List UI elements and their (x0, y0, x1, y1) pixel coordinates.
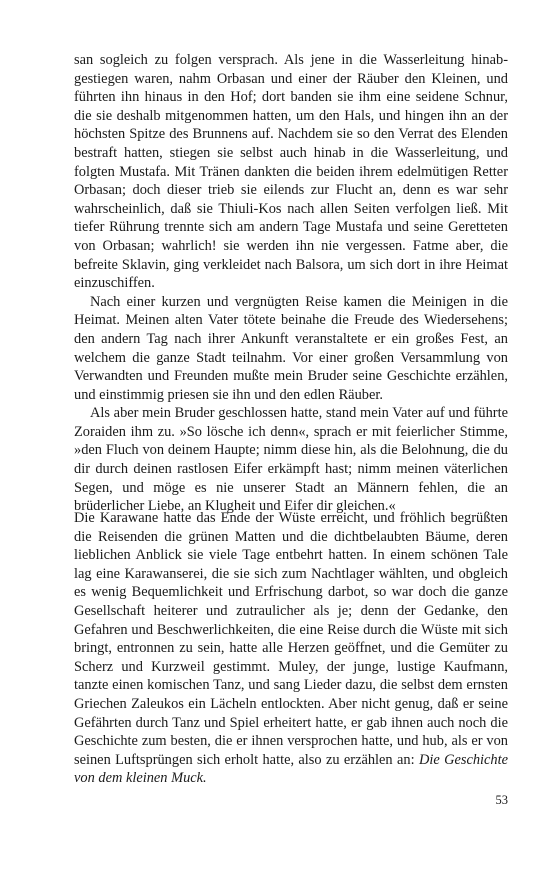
story-title-italic: Die Geschichte von dem kleinen Muck. (74, 751, 509, 787)
paragraph-father-speech: Als aber mein Bruder geschlossen hatte, stand mein Vater auf und führte Zoraiden ihm zu. »So lösche ich denn«, sprach er mit feierlicher Stimme, »den Fluch von deinem Haupte; nimm diese hin, als die Belohnung, die du dir durch deinen rastlosen Eifer erkämpft hast; nimm meinen väterlichen Segen, und möge es nie unserer Stadt an Männern fehlen, die an brüderlicher Liebe, an Klugheit und Eifer dir gleichen.« (74, 405, 508, 515)
paragraph-homecoming: Nach einer kurzen und vergnügten Reise kamen die Meinigen in die Heimat. Meinen alten Vater tötete beinahe die Freude des Wiedersehens; den andern Tag nach ihrer Ankunft veranstaltete er ein großes Fest, an welchem die ganze Stadt teilnahm. Vor einer großen Versammlung von Verwandten und Freunden mußte mein Bruder seine Geschichte erzählen, und einstimmig priesen sie ihn und den edlen Räuber. (74, 293, 508, 403)
text-section-1 (74, 51, 508, 516)
paragraph-caravan-text: Die Karawane hatte das Ende der Wüste erreicht, und fröhlich begrüßten die Reisenden die grünen Matten und die dichtbelaubten Bäume, deren lieblichen Anblick sie viele Tage entbehrt hatten. In einem schönen Tale lag eine Karawanserei, die sie sich zum Nachtlager wählten, und obgleich es wenig Bequemlichkeit und Erfrischung darbot, so war doch die ganze Gesellschaft heiterer und zutraulicher als je; denn der Gedanke, den Gefahren und Beschwerlichkeiten, die eine Reise durch die Wüste mit sich bringt, entronnen zu sein, hatte alle Herzen geöffnet, und die Gemüter zu Scherz und Kurzweil gestimmt. Muley, der junge, lustige Kaufmann, tanzte einen komischen Tanz, und sang Lieder dazu, die selbst dem ernsten Griechen Zaleukos ein Lächeln entlockten. Aber nicht genug, daß er seine Gefährten durch Tanz und Spiel erheitert hatte, er gab ihnen auch noch die Geschichte zum besten, die er ihnen versprochen hatte, und hub, als er von seinen Luftsprüngen sich erholt hatte, also zu erzählen an: (74, 510, 508, 768)
page-number: 53 (495, 793, 508, 807)
paragraph-caravan (74, 509, 508, 788)
text-section-2 (74, 509, 508, 788)
paragraph-continuation: san sogleich zu folgen versprach. Als jene in die Wasserleitung hinabgestiegen waren, nahm Orbasan und einer der Räuber den Kleinen, und führten ihn hinaus in den Hof; dort banden sie ihm eine seidene Schnur, die sie deshalb mitgenommen hatten, um den Hals, und hingen ihn an der höchsten Spitze des Brunnens auf. Nachdem sie so den Verrat des Elenden bestraft hatten, stiegen sie selbst auch hinab in die Wasserleitung, und folgten Mustafa. Mit Tränen dankten die beiden ihrem edelmütigen Retter Orbasan; doch dieser trieb sie eilends zur Flucht an, denn es war sehr wahrscheinlich, daß sie Thiuli-Kos nach allen Seiten verfolgen ließ. Mit tiefer Rührung trennte sich am andern Tage Mustafa und seine Geretteten von Orbasan; wahrlich! sie werden ihn nie vergessen. Fatme aber, die befreite Sklavin, ging verkleidet nach Balsora, um sich dort in ihre Heimat einzuschiffen. (74, 52, 508, 292)
